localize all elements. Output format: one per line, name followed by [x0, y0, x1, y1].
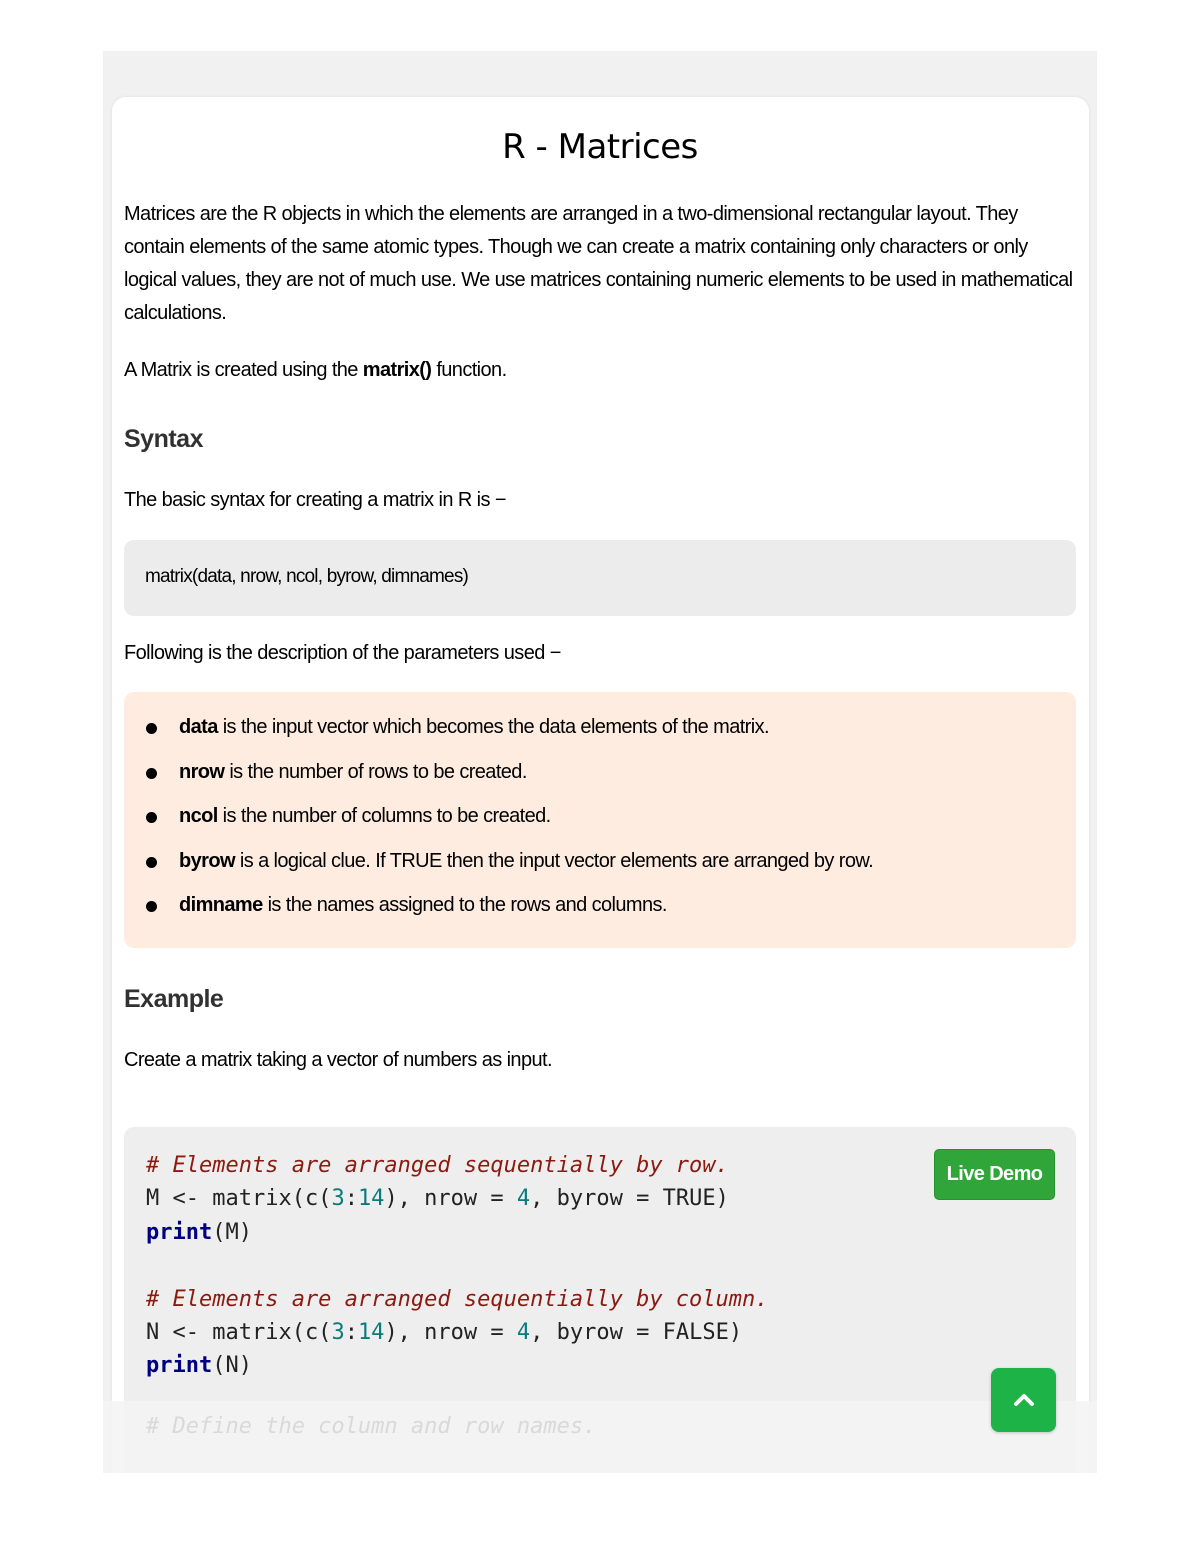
code-text: M <- matrix(c(	[146, 1186, 332, 1212]
params-list	[146, 716, 873, 939]
code-keyword: print	[146, 1219, 213, 1245]
code-number: 3	[331, 1320, 345, 1346]
create-sentence-before: A Matrix is created using the	[124, 359, 363, 381]
param-name: data	[179, 716, 218, 738]
code-number: 14	[357, 1320, 385, 1346]
page-frame	[103, 51, 1097, 1473]
page-title: R - Matrices	[502, 127, 698, 167]
list-item	[146, 716, 873, 761]
code-text: :	[344, 1320, 358, 1346]
code-text: , byrow = FALSE)	[530, 1320, 743, 1346]
code-text: ), nrow =	[384, 1186, 517, 1212]
syntax-code: matrix(data, nrow, ncol, byrow, dimnames)	[145, 566, 469, 587]
param-desc: is the number of columns to be created.	[217, 805, 551, 827]
list-item	[146, 894, 873, 939]
code-text: (N)	[212, 1353, 252, 1379]
param-desc: is the number of rows to be created.	[224, 760, 527, 783]
param-name: dimname	[179, 894, 263, 916]
params-intro: Following is the description of the parameters used −	[124, 642, 561, 664]
code-comment: # Elements are arranged sequentially by row.	[146, 1153, 729, 1178]
bullet-icon	[146, 857, 157, 868]
code-text: ), nrow =	[384, 1320, 517, 1346]
live-demo-button[interactable]: Live Demo	[934, 1149, 1055, 1200]
example-code	[146, 1149, 769, 1383]
params-list-box	[124, 692, 1076, 948]
bullet-icon	[146, 723, 157, 734]
param-desc: is the names assigned to the rows and columns.	[262, 894, 667, 916]
intro-paragraph: Matrices are the R objects in which the elements are arranged in a two-dimensional rectangular layout. They contain elements of the same atomic types. Though we can create a matrix containing only characters or only logical values, they are not of much use. We use matrices containing numeric elements to be used in mathematical calculations.	[124, 203, 1073, 324]
code-number: 4	[516, 1186, 531, 1212]
code-text: :	[344, 1186, 358, 1212]
syntax-heading: Syntax	[124, 425, 203, 453]
example-heading: Example	[124, 985, 224, 1013]
list-item	[146, 805, 873, 850]
syntax-code-block	[124, 540, 1076, 616]
list-item	[146, 761, 873, 806]
matrix-function-name: matrix()	[362, 359, 432, 381]
param-desc: is a logical clue. If TRUE then the input vector elements are arranged by row.	[234, 849, 874, 872]
param-name: nrow	[179, 760, 225, 783]
code-comment-faded: # Define the column and row names.	[146, 1414, 597, 1439]
content-card	[112, 97, 1089, 1473]
bullet-icon	[146, 901, 157, 912]
example-intro: Create a matrix taking a vector of numbers as input.	[124, 1049, 552, 1071]
code-keyword: print	[146, 1353, 213, 1379]
list-item	[146, 850, 873, 895]
bottom-fade-overlay	[103, 1401, 1097, 1473]
param-name: ncol	[179, 805, 218, 827]
chevron-up-icon	[1010, 1386, 1038, 1414]
param-name: byrow	[179, 849, 235, 872]
syntax-intro: The basic syntax for creating a matrix in R is −	[124, 489, 506, 511]
param-desc: is the input vector which becomes the data elements of the matrix.	[217, 716, 769, 738]
bullet-icon	[146, 768, 157, 779]
bullet-icon	[146, 812, 157, 823]
code-text: (M)	[212, 1219, 252, 1245]
scroll-to-top-button[interactable]	[991, 1368, 1056, 1432]
code-number: 3	[331, 1186, 345, 1212]
code-number: 14	[357, 1186, 385, 1212]
create-sentence	[124, 354, 1076, 387]
create-sentence-after: function.	[431, 359, 507, 381]
code-text: N <- matrix(c(	[146, 1320, 332, 1346]
code-comment: # Elements are arranged sequentially by column.	[146, 1286, 769, 1312]
code-text: , byrow = TRUE)	[530, 1186, 729, 1212]
code-number: 4	[516, 1320, 531, 1346]
